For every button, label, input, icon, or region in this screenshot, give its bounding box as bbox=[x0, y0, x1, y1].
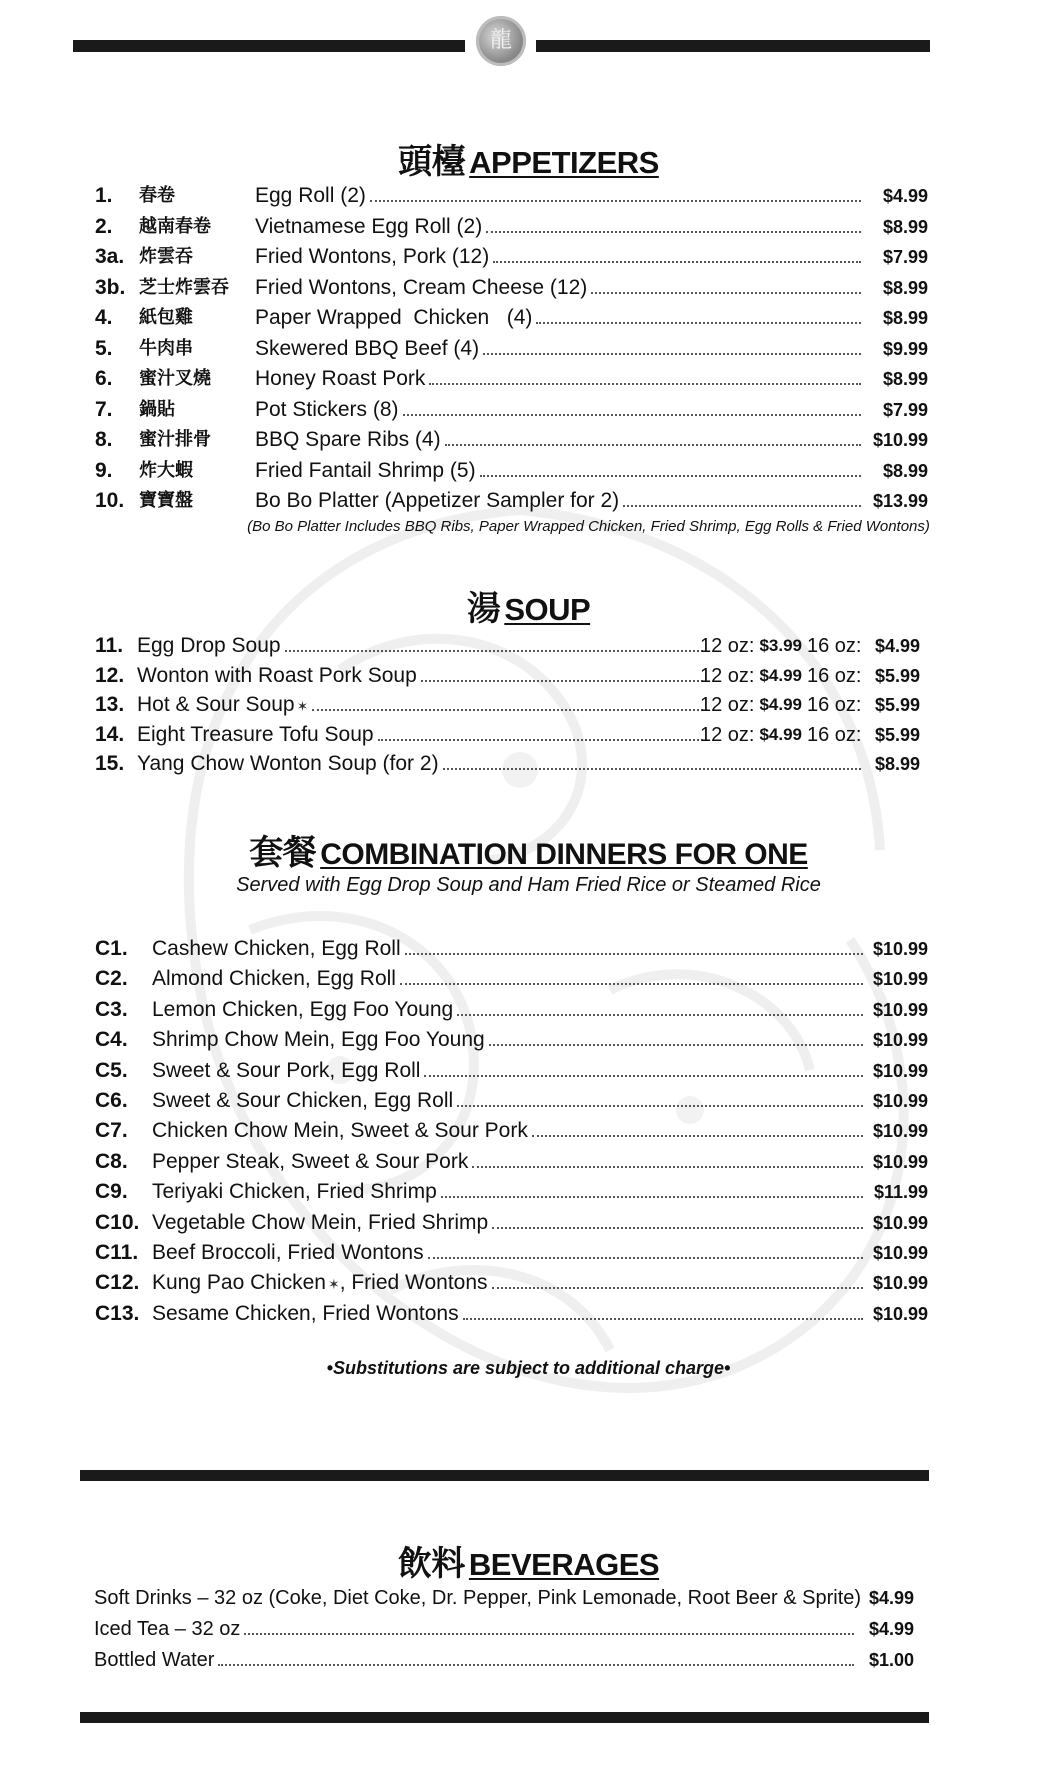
item-name-suffix: , Fried Wontons bbox=[339, 1271, 488, 1295]
item-chinese-name: 蜜汁叉燒 bbox=[139, 368, 211, 389]
item-name: Teriyaki Chicken, Fried Shrimp bbox=[152, 1180, 437, 1204]
item-number: 6. bbox=[95, 367, 113, 390]
item-name: Fried Fantail Shrimp (5) bbox=[255, 458, 476, 482]
price-12oz: $4.99 bbox=[759, 695, 802, 714]
bo-bo-platter-note: (Bo Bo Platter Includes BBQ Ribs, Paper Wrapped Chicken, Fried Shrimp, Egg Rolls & Fried Wontons) bbox=[247, 518, 930, 535]
dot-leader bbox=[536, 322, 861, 324]
pepper-icon: ✶ bbox=[296, 698, 309, 714]
item-number: C1. bbox=[95, 937, 128, 960]
combination-heading-zh: 套餐 bbox=[249, 833, 317, 873]
size-12oz-label: 12 oz: bbox=[700, 694, 755, 716]
item-price: $10.99 bbox=[872, 999, 928, 1020]
item-number: 2. bbox=[95, 214, 113, 238]
item-price: $10.99 bbox=[872, 1303, 928, 1324]
item-name-row bbox=[152, 1117, 867, 1145]
soup-heading bbox=[0, 581, 1057, 630]
dot-leader bbox=[421, 680, 703, 682]
combination-heading-en: COMBINATION DINNERS FOR ONE bbox=[320, 838, 808, 871]
item-name-row bbox=[137, 632, 707, 660]
size-16oz-label: 16 oz: bbox=[807, 635, 862, 657]
item-number: C6. bbox=[95, 1089, 128, 1112]
menu-item bbox=[95, 243, 930, 271]
substitutions-note: •Substitutions are subject to additional charge• bbox=[326, 1358, 731, 1378]
item-name-row bbox=[255, 487, 865, 515]
beverages-heading bbox=[0, 1536, 1057, 1585]
dot-leader bbox=[457, 1105, 863, 1107]
item-price: $10.99 bbox=[872, 1091, 928, 1111]
item-name-row bbox=[152, 935, 867, 963]
item-number: 14. bbox=[95, 722, 125, 746]
menu-item bbox=[95, 426, 930, 454]
menu-item bbox=[95, 1178, 930, 1206]
menu-item bbox=[94, 1584, 930, 1612]
dot-leader bbox=[424, 1075, 863, 1077]
item-price: $8.99 bbox=[882, 216, 928, 237]
item-name-row bbox=[255, 426, 865, 454]
size-16oz-label: 16 oz: bbox=[807, 723, 862, 746]
menu-item bbox=[95, 632, 930, 660]
menu-item bbox=[95, 691, 930, 719]
menu-item bbox=[95, 935, 930, 963]
item-name: Vegetable Chow Mein, Fried Shrimp bbox=[152, 1210, 489, 1234]
item-number: C12. bbox=[95, 1271, 140, 1295]
item-name: Eight Treasure Tofu Soup bbox=[137, 722, 374, 746]
item-name: Beef Broccoli, Fried Wontons bbox=[152, 1241, 424, 1264]
item-name: Iced Tea – 32 oz bbox=[94, 1618, 241, 1640]
dot-leader bbox=[623, 505, 861, 507]
item-name: Sweet & Sour Pork, Egg Roll bbox=[152, 1058, 421, 1082]
dot-leader bbox=[489, 1044, 863, 1046]
item-name: Fried Wontons, Cream Cheese (12) bbox=[255, 275, 588, 299]
item-name: Cashew Chicken, Egg Roll bbox=[152, 937, 401, 960]
item-price: $9.99 bbox=[882, 338, 928, 359]
dot-leader bbox=[400, 983, 863, 985]
item-number: 5. bbox=[95, 336, 113, 360]
price-16oz: $5.99 bbox=[874, 665, 920, 686]
item-name: Paper Wrapped Chicken (4) bbox=[255, 306, 533, 329]
item-name-row bbox=[255, 457, 865, 485]
dot-leader bbox=[428, 1257, 863, 1259]
item-price: $4.99 bbox=[868, 1619, 914, 1639]
item-name: BBQ Spare Ribs (4) bbox=[255, 428, 441, 451]
dot-leader bbox=[483, 353, 861, 355]
dot-leader bbox=[218, 1664, 854, 1666]
item-name-row bbox=[152, 1026, 867, 1054]
item-name-row bbox=[137, 750, 865, 778]
menu-item bbox=[95, 1148, 930, 1176]
item-name: Hot & Sour Soup bbox=[137, 693, 295, 716]
item-name-row bbox=[152, 1087, 867, 1115]
item-name: Pot Stickers (8) bbox=[255, 397, 399, 421]
item-name-row bbox=[152, 1239, 867, 1267]
item-name: Wonton with Roast Pork Soup bbox=[137, 663, 417, 687]
item-price: $10.99 bbox=[872, 1151, 928, 1172]
item-name-row bbox=[255, 365, 865, 393]
item-number: 15. bbox=[95, 752, 125, 775]
dot-leader bbox=[244, 1633, 854, 1635]
item-name-row bbox=[94, 1615, 858, 1643]
dot-leader bbox=[429, 383, 861, 385]
dot-leader bbox=[492, 1227, 863, 1229]
item-price: $13.99 bbox=[872, 491, 928, 511]
item-number: 4. bbox=[95, 306, 113, 329]
item-name-row bbox=[255, 213, 865, 241]
item-name-row bbox=[137, 691, 707, 720]
item-price: $8.99 bbox=[882, 277, 928, 298]
item-name-row bbox=[255, 304, 865, 332]
dot-leader bbox=[472, 1166, 863, 1168]
item-chinese-name: 炸雲吞 bbox=[139, 246, 193, 267]
menu-item bbox=[95, 1269, 930, 1297]
item-number: C5. bbox=[95, 1058, 128, 1082]
item-number: 3b. bbox=[95, 275, 126, 299]
item-name-row bbox=[94, 1584, 862, 1612]
price-12oz: $4.99 bbox=[759, 665, 802, 685]
item-price: $8.99 bbox=[882, 460, 928, 481]
menu-item bbox=[94, 1615, 930, 1643]
dragon-emblem-icon: 龍 bbox=[476, 16, 526, 66]
item-name-row bbox=[137, 662, 707, 690]
menu-item bbox=[95, 1300, 930, 1328]
item-name-row bbox=[255, 396, 865, 424]
item-number: 12. bbox=[95, 663, 125, 687]
item-price: $10.99 bbox=[872, 1030, 928, 1051]
item-price: $10.99 bbox=[872, 1243, 928, 1263]
item-number: 7. bbox=[95, 397, 113, 421]
item-name: Egg Roll (2) bbox=[255, 184, 366, 207]
bottom-rule bbox=[80, 1712, 929, 1723]
menu-item bbox=[95, 721, 930, 749]
price-16oz: $4.99 bbox=[874, 636, 920, 656]
item-price: $8.99 bbox=[882, 369, 928, 389]
soup-heading-zh: 湯 bbox=[466, 589, 501, 629]
item-number: 9. bbox=[95, 458, 113, 482]
menu-item bbox=[95, 1117, 930, 1145]
item-name-row bbox=[137, 721, 707, 749]
dot-leader bbox=[285, 650, 703, 652]
price-12oz: $3.99 bbox=[759, 636, 802, 655]
item-number: C3. bbox=[95, 997, 128, 1021]
menu-item bbox=[95, 365, 930, 393]
item-price: $11.99 bbox=[873, 1182, 928, 1203]
item-name: Kung Pao Chicken bbox=[152, 1271, 326, 1295]
price-16oz: $5.99 bbox=[874, 724, 920, 745]
menu-item bbox=[95, 996, 930, 1024]
item-price: $4.99 bbox=[882, 186, 928, 206]
item-name-row bbox=[255, 335, 865, 363]
item-price: $10.99 bbox=[872, 1060, 928, 1081]
price-16oz: $5.99 bbox=[874, 695, 920, 715]
menu-item bbox=[95, 182, 930, 210]
menu-item bbox=[95, 662, 930, 690]
size-16oz-label: 16 oz: bbox=[807, 664, 862, 687]
item-number: 3a. bbox=[95, 245, 125, 268]
mid-rule bbox=[80, 1470, 929, 1481]
beverages-heading-zh: 飲料 bbox=[397, 1544, 465, 1584]
item-name: Yang Chow Wonton Soup (for 2) bbox=[137, 752, 439, 775]
size-12oz-label: 12 oz: bbox=[700, 664, 755, 687]
dot-leader bbox=[532, 1135, 863, 1137]
dot-leader bbox=[486, 231, 861, 233]
menu-item bbox=[95, 965, 930, 993]
item-number: C8. bbox=[95, 1149, 128, 1173]
price-12oz: $4.99 bbox=[759, 724, 802, 744]
item-chinese-name: 牛肉串 bbox=[139, 337, 193, 359]
size-16oz-label: 16 oz: bbox=[807, 694, 862, 716]
combination-heading bbox=[0, 825, 1057, 874]
item-name: Vietnamese Egg Roll (2) bbox=[255, 214, 483, 238]
item-price: $10.99 bbox=[872, 969, 928, 990]
item-number: C2. bbox=[95, 967, 128, 991]
combination-subtitle: Served with Egg Drop Soup and Ham Fried Rice or Steamed Rice bbox=[236, 874, 821, 896]
menu-item bbox=[95, 1057, 930, 1085]
item-number: C13. bbox=[95, 1301, 140, 1325]
item-name: Pepper Steak, Sweet & Sour Pork bbox=[152, 1149, 469, 1173]
size-12oz-label: 12 oz: bbox=[700, 723, 755, 746]
item-price: $7.99 bbox=[882, 247, 928, 267]
item-price: $4.99 bbox=[868, 1588, 914, 1608]
item-name-row bbox=[152, 1178, 867, 1206]
item-chinese-name: 蜜汁排骨 bbox=[139, 429, 211, 450]
item-price: $10.99 bbox=[872, 939, 928, 959]
item-name: Soft Drinks – 32 oz (Coke, Diet Coke, Dr. Pepper, Pink Lemonade, Root Beer & Sprite) bbox=[94, 1587, 862, 1609]
item-name-row bbox=[152, 1148, 867, 1176]
dot-leader bbox=[445, 444, 861, 446]
dot-leader bbox=[457, 1014, 863, 1016]
pepper-icon: ✶ bbox=[327, 1276, 340, 1293]
dot-leader bbox=[492, 1287, 863, 1289]
dot-leader bbox=[463, 1318, 863, 1320]
item-name: Chicken Chow Mein, Sweet & Sour Pork bbox=[152, 1119, 528, 1143]
item-name-row bbox=[152, 1057, 867, 1085]
appetizers-heading-en: APPETIZERS bbox=[469, 145, 659, 180]
dot-leader bbox=[493, 261, 861, 263]
item-name: Sesame Chicken, Fried Wontons bbox=[152, 1301, 459, 1325]
item-name: Shrimp Chow Mein, Egg Foo Young bbox=[152, 1028, 485, 1052]
dot-leader bbox=[370, 200, 861, 202]
item-price: $8.99 bbox=[882, 308, 928, 328]
item-price: $10.99 bbox=[872, 430, 928, 450]
item-name: Egg Drop Soup bbox=[137, 634, 281, 657]
item-name: Almond Chicken, Egg Roll bbox=[152, 967, 396, 991]
item-name-row bbox=[152, 1209, 867, 1237]
item-chinese-name: 寶寶盤 bbox=[139, 490, 193, 511]
menu-item bbox=[95, 304, 930, 332]
item-price: $7.99 bbox=[882, 399, 928, 420]
item-number: C10. bbox=[95, 1210, 140, 1234]
dot-leader bbox=[441, 1196, 863, 1198]
item-number: C11. bbox=[95, 1241, 139, 1264]
item-price: $8.99 bbox=[874, 754, 920, 774]
menu-item bbox=[95, 274, 930, 302]
item-price: $10.99 bbox=[872, 1121, 928, 1142]
appetizers-heading bbox=[0, 134, 1057, 183]
item-name-row bbox=[255, 274, 865, 302]
dot-leader bbox=[591, 292, 861, 294]
item-chinese-name: 炸大蝦 bbox=[139, 459, 193, 481]
item-number: 1. bbox=[95, 184, 113, 207]
item-name: Fried Wontons, Pork (12) bbox=[255, 245, 490, 268]
item-name: Sweet & Sour Chicken, Egg Roll bbox=[152, 1089, 454, 1112]
menu-item bbox=[95, 396, 930, 424]
dot-leader bbox=[403, 414, 861, 416]
item-number: 8. bbox=[95, 428, 113, 451]
item-chinese-name: 春卷 bbox=[139, 185, 175, 206]
menu-item bbox=[95, 1239, 930, 1267]
item-name-row bbox=[152, 1269, 867, 1298]
dot-leader bbox=[378, 739, 703, 741]
item-name-row bbox=[94, 1646, 858, 1674]
menu-item bbox=[95, 213, 930, 241]
item-name-row bbox=[255, 243, 865, 271]
size-12oz-label: 12 oz: bbox=[700, 635, 755, 657]
item-price: $10.99 bbox=[872, 1273, 928, 1294]
menu-item bbox=[95, 1026, 930, 1054]
menu-item bbox=[95, 750, 930, 778]
item-name: Bottled Water bbox=[94, 1649, 215, 1671]
top-rule-right bbox=[536, 40, 930, 52]
top-rule-left bbox=[73, 40, 465, 52]
dot-leader bbox=[443, 768, 861, 770]
item-name-row bbox=[152, 996, 867, 1024]
item-chinese-name: 越南春卷 bbox=[139, 215, 211, 237]
menu-item bbox=[95, 457, 930, 485]
beverages-heading-en: BEVERAGES bbox=[468, 1547, 660, 1582]
menu-item bbox=[95, 1087, 930, 1115]
item-number: C9. bbox=[95, 1180, 128, 1204]
item-number: 11. bbox=[95, 634, 124, 657]
dot-leader bbox=[312, 709, 703, 711]
item-name-row bbox=[255, 182, 865, 210]
soup-heading-en: SOUP bbox=[504, 592, 591, 627]
item-name-row bbox=[152, 965, 867, 993]
dot-leader bbox=[405, 953, 863, 955]
item-name: Skewered BBQ Beef (4) bbox=[255, 336, 480, 360]
menu-item bbox=[94, 1646, 930, 1674]
item-chinese-name: 紙包雞 bbox=[139, 307, 193, 328]
item-name: Bo Bo Platter (Appetizer Sampler for 2) bbox=[255, 489, 620, 512]
menu-item bbox=[95, 487, 930, 515]
item-number: 13. bbox=[95, 693, 125, 716]
item-name: Lemon Chicken, Egg Foo Young bbox=[152, 997, 454, 1021]
item-price: $10.99 bbox=[872, 1212, 928, 1233]
appetizers-heading-zh: 頭檯 bbox=[398, 142, 466, 182]
item-chinese-name: 鍋貼 bbox=[139, 398, 175, 420]
item-name: Honey Roast Pork bbox=[255, 367, 426, 390]
item-price: $1.00 bbox=[868, 1650, 914, 1670]
menu-item bbox=[95, 335, 930, 363]
dot-leader bbox=[480, 475, 861, 477]
menu-item bbox=[95, 1209, 930, 1237]
item-number: C7. bbox=[95, 1119, 128, 1143]
item-number: C4. bbox=[95, 1028, 128, 1052]
item-number: 10. bbox=[95, 489, 125, 512]
item-chinese-name: 芝士炸雲吞 bbox=[139, 276, 229, 298]
item-name-row bbox=[152, 1300, 867, 1328]
